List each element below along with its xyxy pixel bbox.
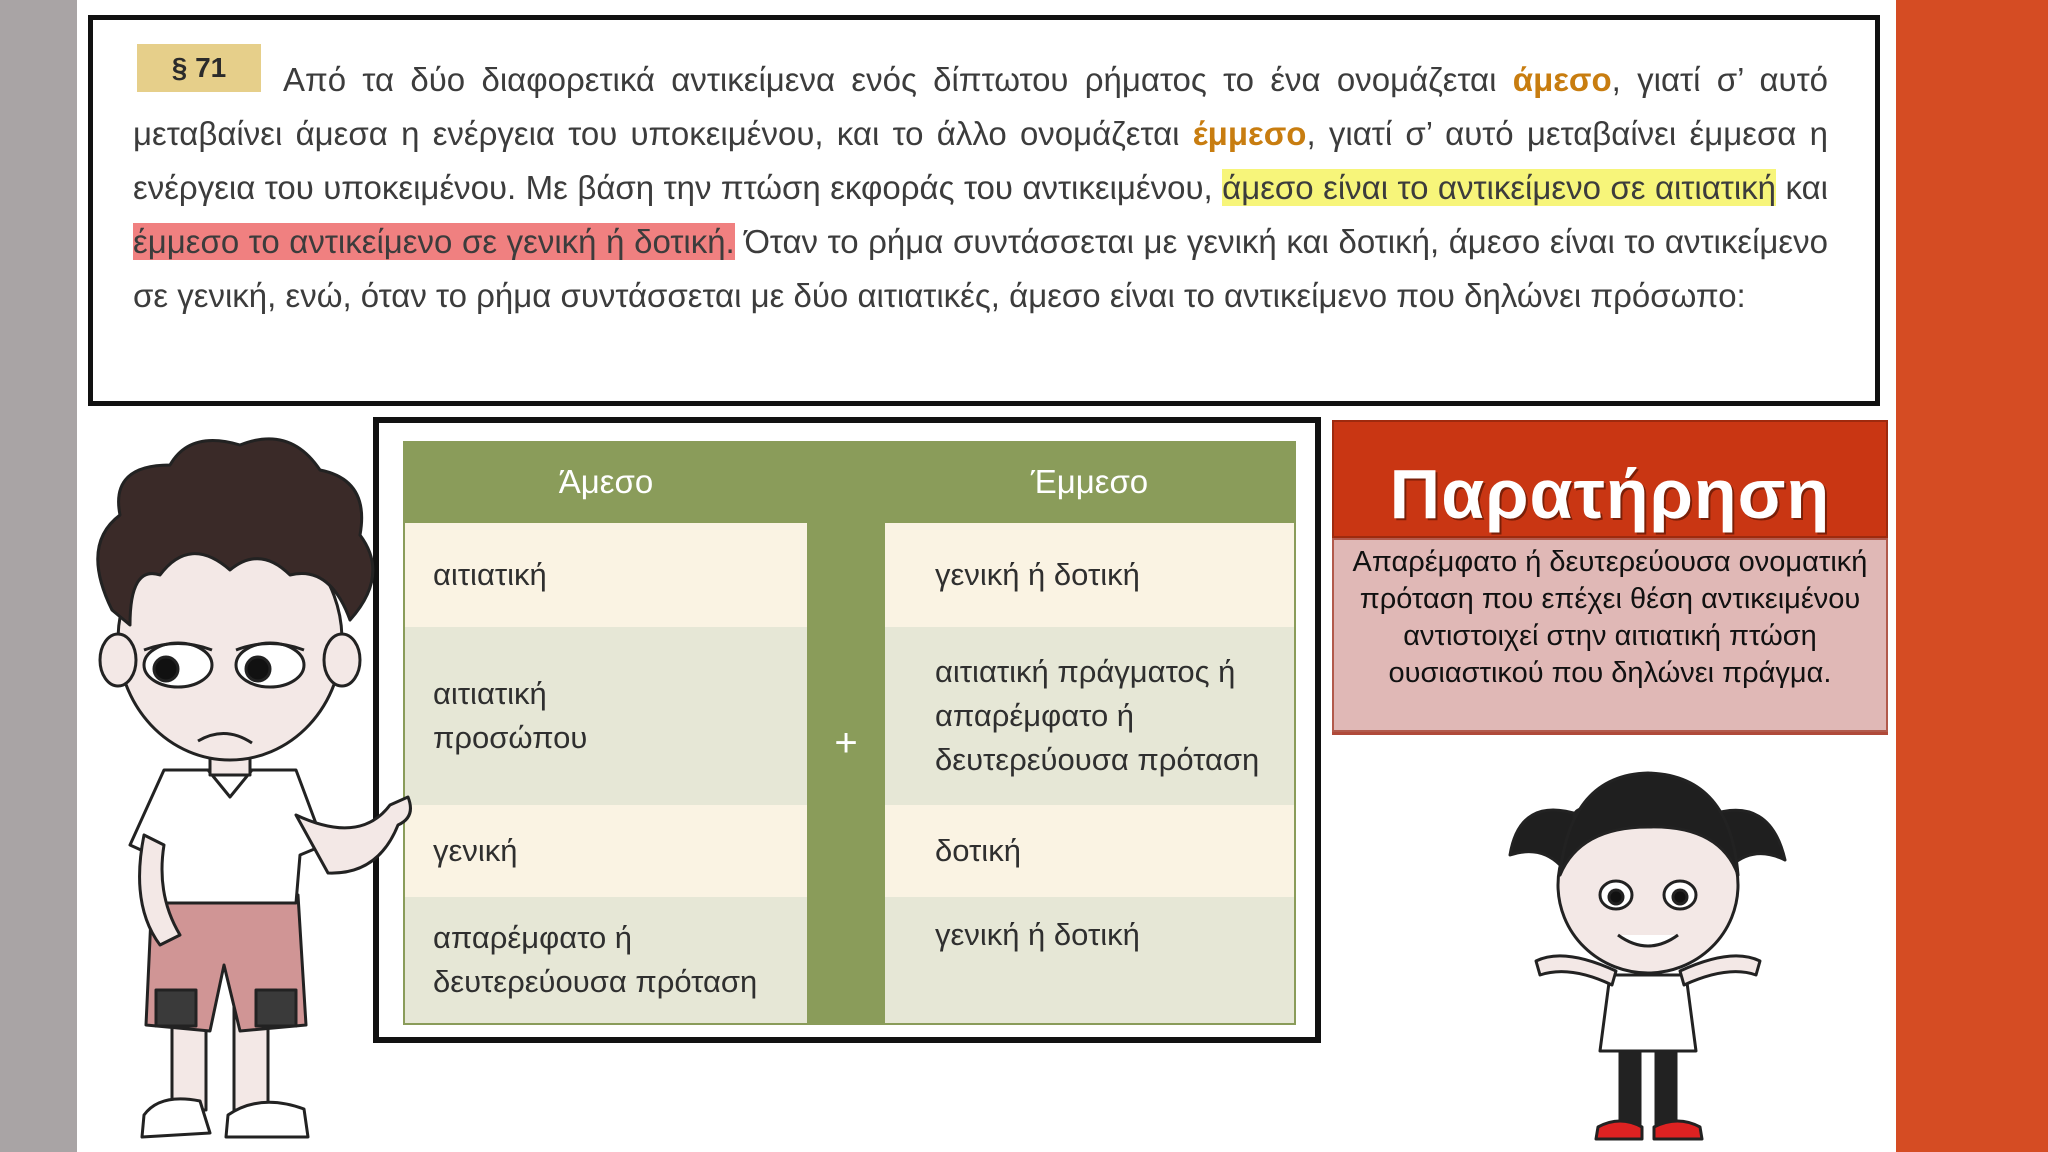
section-badge: § 71 [137,44,261,92]
header-indirect: Έμμεσο [883,441,1296,523]
remark-body: Απαρέμφατο ή δευτερεύουσα ονοματική πρόταση που επέχει θέση αντικειμένου αντιστοιχεί στην αιτιατική πτώση ουσιαστικού που δηλώνει πράγμα. [1332,538,1888,732]
object-table-frame [373,417,1321,1043]
header-direct: Άμεσο [403,441,809,523]
table-cell-direct: αιτιατική [403,523,809,627]
plus-icon: + [834,721,858,765]
indirect-column [883,441,1296,1025]
rule-text-3: , γιατί σ’ αυτό μεταβαίνει έμμεσα η ενέργεια του υποκειμένου. Με βάση την πτώση εκφοράς του αντικειμένου, [133,115,1829,206]
boy-character-illustration [60,425,480,1152]
table-cell-indirect [883,897,1296,1025]
highlight-direct-rule: άμεσο είναι το αντικείμενο σε αιτιατική [1222,169,1777,206]
rule-text-2: , γιατί σ’ αυτό μεταβαίνει άμεσα η ενέργεια του υποκειμένου, και το άλλο ονομάζεται [133,61,1828,152]
table-cell-direct-text: απαρέμφατο ή δευτερεύουσα πρόταση [433,920,758,999]
table-cell-indirect-text: γενική ή δοτική [935,917,1140,952]
rule-text-4: και [1776,169,1828,206]
rule-text-1: Από τα δύο διαφορετικά αντικείμενα ενός δίπτωτου ρήματος το ένα ονομάζεται [283,61,1513,98]
object-table [403,441,1296,1025]
remark-title: Παρατήρηση [1332,420,1888,538]
term-indirect: έμμεσο [1192,115,1307,152]
plus-column [809,441,883,1025]
right-side-bar [1896,0,2048,1152]
table-cell-direct-text: αιτιατική προσώπου [433,676,588,755]
table-cell-direct: γενική [403,805,809,897]
table-cell-indirect: δοτική [883,805,1296,897]
table-cell-indirect-text: αιτιατική πράγματος ή απαρέμφατο ή δευτερεύουσα πρόταση [935,654,1260,777]
girl-character-illustration [1480,735,1810,1152]
table-cell-indirect: γενική ή δοτική [883,523,1296,627]
term-direct: άμεσο [1512,61,1612,98]
rule-text-5: Όταν το ρήμα συντάσσεται με γενική και δοτική, άμεσο είναι το αντικείμενο σε γενική, ενώ, όταν το ρήμα συντάσσεται με δύο αιτιατικές, άμεσο είναι το αντικείμενο που δηλώνει πρόσωπο: [133,223,1828,314]
highlight-indirect-rule: έμμεσο το αντικείμενο σε γενική ή δοτική. [133,223,735,260]
grammar-rule-box [88,15,1880,406]
table-cell-indirect [883,627,1296,805]
rule-paragraph [133,53,1828,323]
